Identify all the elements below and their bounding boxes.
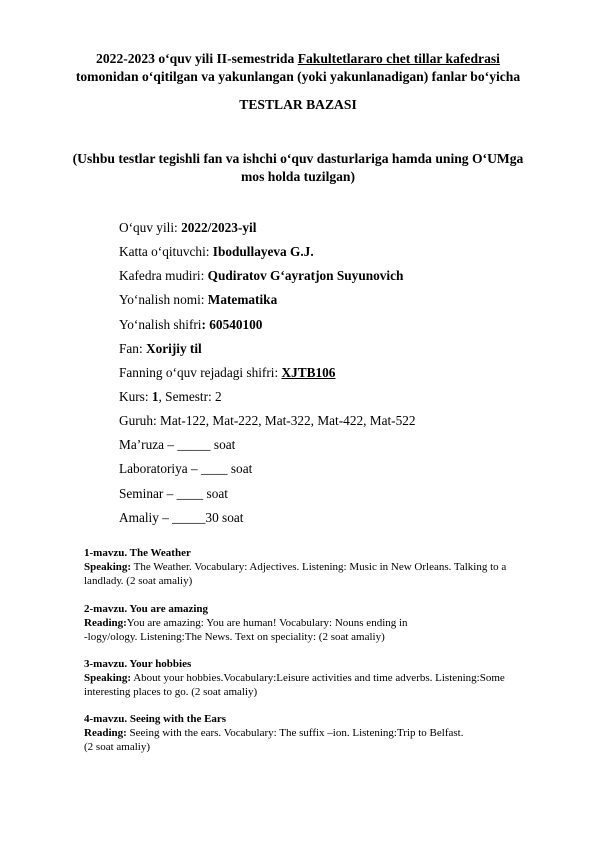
document-title: TESTLAR BAZASI xyxy=(239,97,357,112)
info-teacher-value: Ibodullayeva G.J. xyxy=(212,244,314,259)
topic-text-continued: (2 soat amaliy) xyxy=(84,741,150,753)
topic-label: Reading: xyxy=(84,727,127,739)
info-subject-value: Xorijiy til xyxy=(145,341,202,356)
info-course-value: 1 xyxy=(151,389,159,404)
header-department: Fakultetlararo chet tillar kafedrasi xyxy=(297,51,500,66)
info-direction-value: Matematika xyxy=(207,292,278,307)
topic-title: 4-mavzu. Seeing with the Ears xyxy=(84,713,227,725)
info-direction xyxy=(119,292,277,308)
info-plan-label: Fanning o‘quv rejadagi shifri: xyxy=(119,365,282,380)
info-subject xyxy=(119,341,202,357)
topic-label: Speaking: xyxy=(84,561,132,573)
info-head-value: Qudiratov G‘ayratjon Suyunovich xyxy=(207,268,404,283)
info-subject-label: Fan: xyxy=(119,341,146,356)
info-course xyxy=(119,389,222,405)
header-line-2: tomonidan o‘qitilgan va yakunlangan (yoki yakunlanadigan) fanlar bo‘yicha xyxy=(75,69,521,84)
topic-text-continued: -logy/ology. Listening:The News. Text on speciality: (2 soat amaliy) xyxy=(84,631,385,643)
note-line-1: (Ushbu testlar tegishli fan va ishchi o‘quv dasturlariga hamda uning O‘UMga xyxy=(72,151,524,166)
info-plan-value: XJTB106 xyxy=(281,365,336,380)
topic-text: Seeing with the ears. Vocabulary: The suffix –ion. Listening:Trip to Belfast. xyxy=(126,727,464,739)
info-year-value: 2022/2023-yil xyxy=(181,220,257,235)
topic-3 xyxy=(84,657,539,699)
info-year-label: O‘quv yili: xyxy=(119,220,182,235)
topic-2 xyxy=(84,602,539,644)
note-line-2: mos holda tuzilgan) xyxy=(240,169,356,184)
info-direction-label: Yo‘nalish nomi: xyxy=(119,292,208,307)
info-plan-code xyxy=(119,365,335,381)
header-line-1 xyxy=(60,50,536,67)
topic-label: Reading: xyxy=(84,617,127,629)
info-semester: , Semestr: 2 xyxy=(158,389,222,404)
topic-label: Speaking: xyxy=(84,672,132,684)
info-course-label: Kurs: xyxy=(119,389,152,404)
topic-4 xyxy=(84,712,539,754)
topic-text: You are amazing: You are human! Vocabulary: Nouns ending in xyxy=(126,617,408,629)
topic-1 xyxy=(84,546,539,588)
topic-text: The Weather. Vocabulary: Adjectives. Listening: Music in New Orleans. Talking to a landladу. (2 soat amaliy) xyxy=(84,561,507,587)
header-year-semester: 2022-2023 o‘quv yili II-semestrida xyxy=(96,51,298,66)
info-teacher-label: Katta o‘qituvchi: xyxy=(119,244,213,259)
topic-text: About your hobbies.Vocabulary:Leisure activities and time adverbs. Listening:Some interesting places to go. (2 soat amaliy) xyxy=(84,672,505,698)
info-code xyxy=(119,317,262,333)
info-head-label: Kafedra mudiri: xyxy=(119,268,208,283)
info-head xyxy=(119,268,403,284)
info-teacher xyxy=(119,244,314,260)
info-code-label: Yo‘nalish shifri xyxy=(119,317,202,332)
info-lecture: Ma’ruza – _____ soat xyxy=(119,437,236,452)
topic-title: 2-mavzu. You are amazing xyxy=(84,603,209,615)
info-seminar: Seminar – ____ soat xyxy=(119,486,228,501)
info-code-value: : 60540100 xyxy=(201,317,263,332)
topic-title: 1-mavzu. The Weather xyxy=(84,547,191,559)
topic-title: 3-mavzu. Your hobbies xyxy=(84,658,192,670)
info-practice: Amaliy – _____30 soat xyxy=(119,510,244,525)
info-lab: Laboratoriya – ____ soat xyxy=(119,461,253,476)
info-groups: Guruh: Mat-122, Mat-222, Mat-322, Mat-422, Mat-522 xyxy=(119,413,416,428)
info-year xyxy=(119,220,256,236)
